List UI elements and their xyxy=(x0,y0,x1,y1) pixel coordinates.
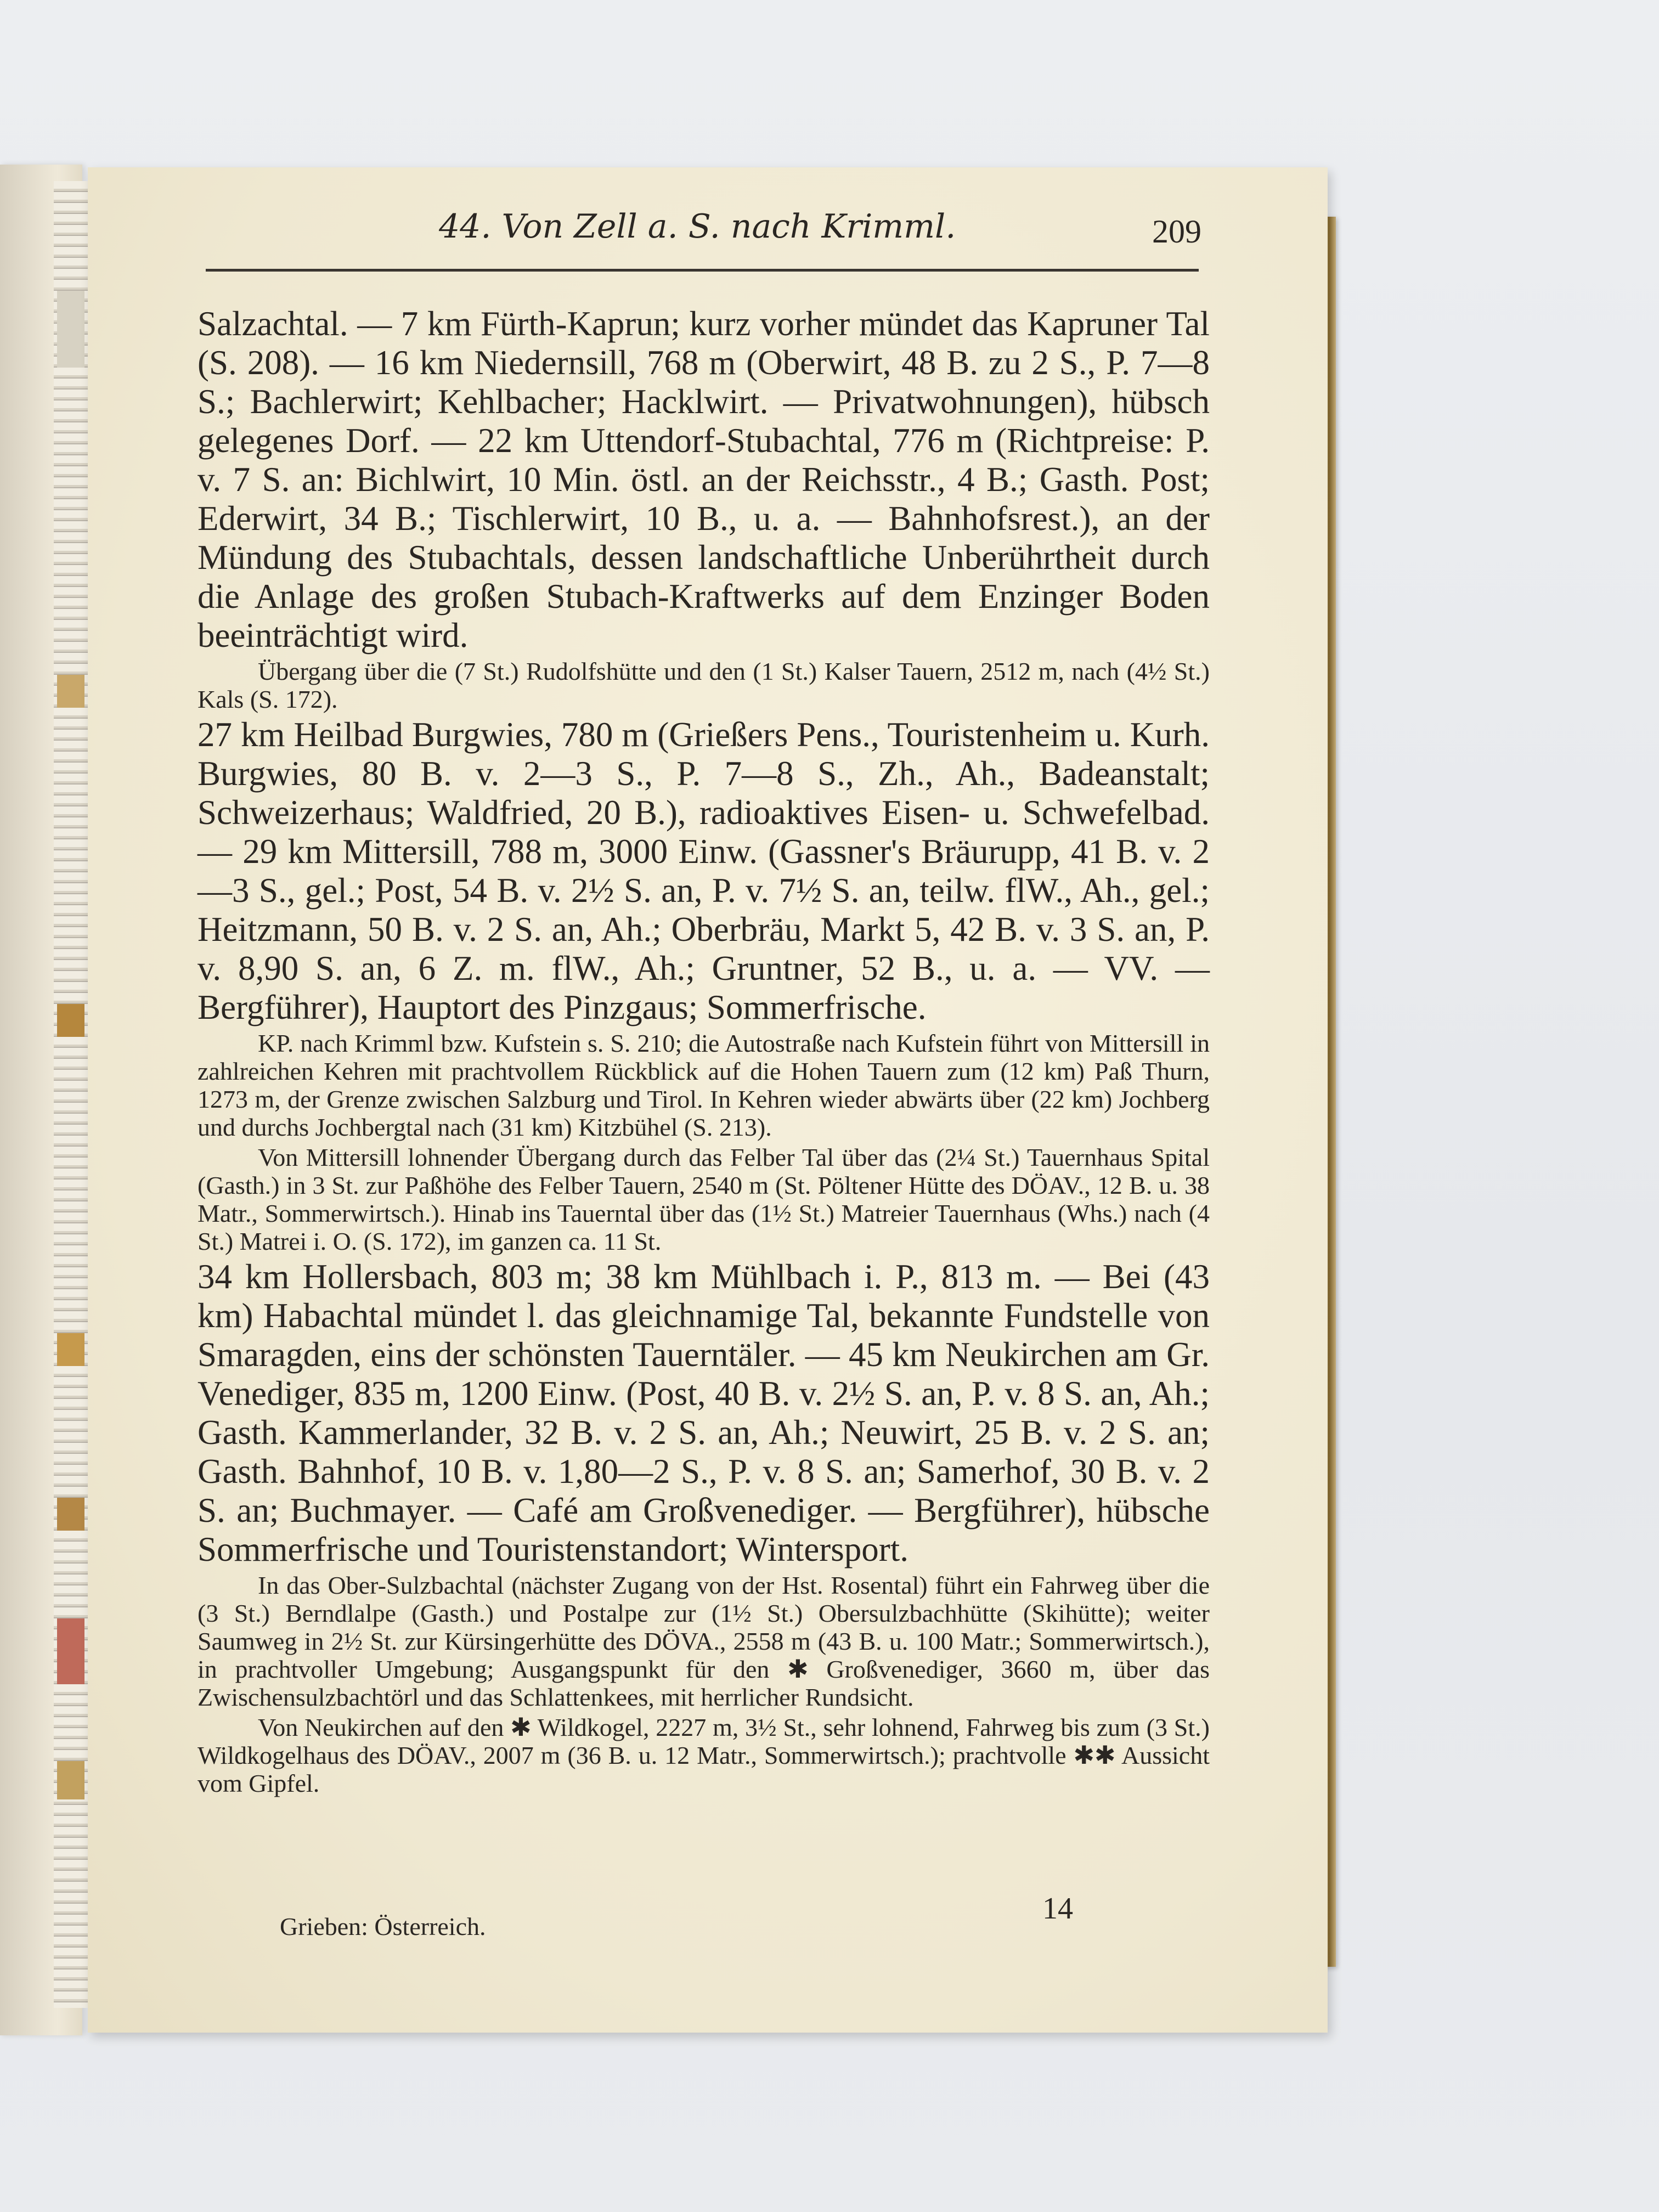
header-rule xyxy=(206,269,1199,272)
note-felber-tauern: Von Mittersill lohnender Übergang durch das Felber Tal über das (2¼ St.) Tauernhaus Spital (Gasth.) in 3 St. zur Paßhöhe des Felber Tauern, 2540 m (St. Pöltener Hütte des DÖAV., 12 B. u. 38 Matr., Sommerwirtsch.). Hinab ins Tauerntal über das (1½ St.) Matreier Tauernhaus (Whs.) nach (4 St.) Matrei i. O. (S. 172), im ganzen ca. 11 St. xyxy=(198,1143,1210,1255)
paragraph-hollersbach-neukirchen: 34 km Hollersbach, 803 m; 38 km Mühlbach i. P., 813 m. — Bei (43 km) Habachtal mündet l. das gleichnamige Tal, bekannte Fundstelle von Smaragden, eins der schönsten Tauerntäler. — 45 km Neukirchen am Gr. Venediger, 835 m, 1200 Einw. (Post, 40 B. v. 2½ S. an, P. v. 8 S. an, Ah.; Gasth. Kammerlander, 32 B. v. 2 S. an, Ah.; Neuwirt, 25 B. v. 2 S. an; Gasth. Bahnhof, 10 B. v. 1,80—2 S., P. v. 8 S. an; Samerhof, 30 B. v. 2 S. an; Buchmayer. — Café am Großvenediger. — Bergführer), hübsche Sommerfrische und Touristenstandort; Wintersport. xyxy=(198,1257,1210,1568)
signature-number: 14 xyxy=(1042,1892,1073,1926)
note-rudolfshuette: Übergang über die (7 St.) Rudolfshütte und den (1 St.) Kalser Tauern, 2512 m, nach (4½ St.) Kals (S. 172). xyxy=(198,657,1210,713)
note-ober-sulzbachtal: In das Ober-Sulzbachtal (nächster Zugang von der Hst. Rosental) führt ein Fahrweg über die (3 St.) Berndlalpe (Gasth.) und Postalpe zur (1½ St.) Obersulzbachhütte (Skihütte); weiter Saumweg in 2½ St. zur Kürsingerhütte des DÖVA., 2558 m (43 B. u. 100 Matr.; Sommerwirtsch.), in prachtvoller Umgebung; Ausgangspunkt für den ✱ Großvenediger, 3660 m, über das Zwischensulzbachtörl und das Schlattenkees, mit herrlicher Rundsicht. xyxy=(198,1571,1210,1711)
signature-line: Grieben: Österreich. xyxy=(280,1912,486,1940)
note-kp-krimml: KP. nach Krimml bzw. Kufstein s. S. 210; die Autostraße nach Kufstein führt von Mittersill in zahlreichen Kehren mit prachtvollem Rückblick auf die Hohen Tauern zum (12 km) Paß Thurn, 1273 m, der Grenze zwischen Salzburg und Tirol. In Kehren wieder abwärts über (22 km) Jochberg und durchs Jochbergtal nach (31 km) Kitzbühel (S. 213). xyxy=(198,1029,1210,1141)
chapter-title: 44. Von Zell a. S. nach Krimml. xyxy=(439,207,956,246)
page-number: 209 xyxy=(1152,213,1201,250)
page-footer xyxy=(280,1892,1103,1956)
paragraph-salzachtal: Salzachtal. — 7 km Fürth-Kaprun; kurz vorher mündet das Kapruner Tal (S. 208). — 16 km Niedernsill, 768 m (Oberwirt, 48 B. zu 2 S., P. 7—8 S.; Bachlerwirt; Kehlbacher; Hacklwirt. — Privatwohnungen), hübsch gelegenes Dorf. — 22 km Uttendorf-Stubachtal, 776 m (Richtpreise: P. v. 7 S. an: Bichlwirt, 10 Min. östl. an der Reichsstr., 4 B.; Gasth. Post; Ederwirt, 34 B.; Tischlerwirt, 10 B., u. a. — Bahnhofsrest.), an der Mündung des Stubachtals, dessen landschaftliche Unberührtheit durch die Anlage des großen Stubach-Kraftwerks auf dem Enzinger Boden beeinträchtigt wird. xyxy=(198,304,1210,654)
note-wildkogel: Von Neukirchen auf den ✱ Wildkogel, 2227 m, 3½ St., sehr lohnend, Fahrweg bis zum (3 St.) Wildkogelhaus des DÖAV., 2007 m (36 B. u. 12 Matr., Sommerwirtsch.); prachtvolle ✱✱ Aussicht vom Gipfel. xyxy=(198,1713,1210,1797)
page-body xyxy=(198,304,1210,1797)
paragraph-burgwies-mittersill: 27 km Heilbad Burgwies, 780 m (Grießers Pens., Touristenheim u. Kurh. Burgwies, 80 B. v. 2—3 S., P. 7—8 S., Zh., Ah., Badeanstalt; Schweizerhaus; Waldfried, 20 B.), radioaktives Eisen- u. Schwefelbad. — 29 km Mittersill, 788 m, 3000 Einw. (Gassner's Bräurupp, 41 B. v. 2—3 S., gel.; Post, 54 B. v. 2½ S. an, P. v. 7½ S. an, teilw. flW., Ah., gel.; Heitzmann, 50 B. v. 2 S. an, Ah.; Oberbräu, Markt 5, 42 B. v. 3 S. an, P. v. 8,90 S. an, 6 Z. m. flW., Ah.; Gruntner, 52 B., u. a. — VV. — Bergführer), Hauptort des Pinzgaus; Sommerfrische. xyxy=(198,715,1210,1026)
running-header xyxy=(208,207,1201,262)
